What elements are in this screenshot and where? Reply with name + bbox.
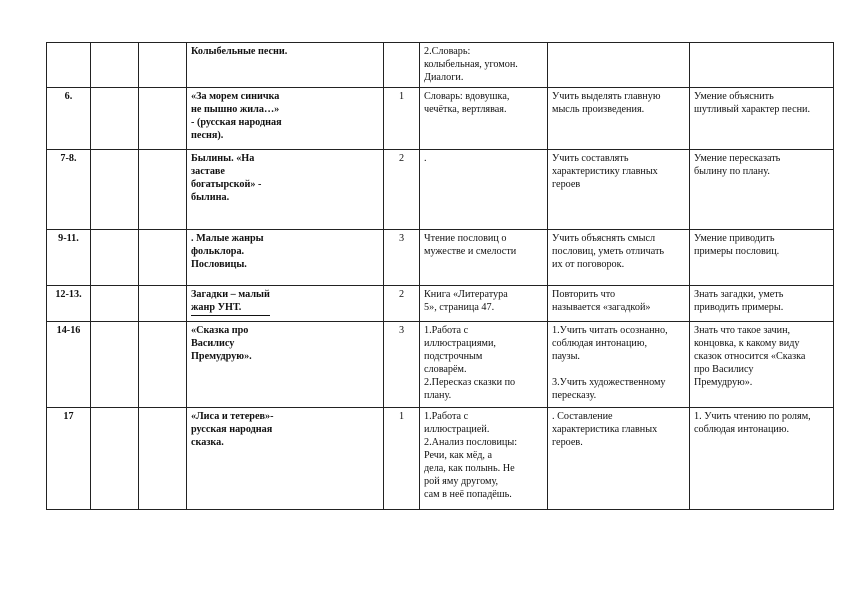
empty-cell (139, 43, 187, 88)
result-line: 1. Учить чтению по ролям, (694, 411, 811, 422)
hours-cell (384, 150, 420, 230)
lesson-topic-cell (187, 88, 384, 150)
topic-line: сказка. (191, 437, 224, 448)
topic-line: песня). (191, 130, 224, 141)
lesson-topic-cell (187, 286, 384, 322)
result-line: Умение объяснить (694, 91, 774, 102)
lesson-content-cell (420, 150, 548, 230)
table-row (47, 88, 834, 150)
lesson-number-cell (47, 408, 91, 510)
result-line: Умение пересказать (694, 153, 781, 164)
content-line: сам в неё попадёшь. (424, 489, 512, 500)
empty-cell (139, 230, 187, 286)
lesson-result-cell (690, 150, 834, 230)
table-row (47, 230, 834, 286)
empty-cell (139, 150, 187, 230)
goal-line: пересказу. (552, 390, 597, 401)
content-line: Словарь: вдовушка, (424, 91, 510, 102)
result-line: Знать что такое зачин, (694, 325, 791, 336)
lesson-number: 12-13. (55, 289, 82, 300)
result-line: про Василису (694, 364, 754, 375)
content-line: колыбельная, угомон. (424, 59, 518, 70)
hours-value: 3 (398, 325, 405, 336)
goal-line (552, 363, 685, 376)
lesson-number-cell (47, 88, 91, 150)
empty-cell (139, 322, 187, 408)
content-line: рой яму другому, (424, 476, 499, 487)
empty-cell (139, 88, 187, 150)
content-line: мужестве и смелости (424, 246, 517, 257)
topic-line: фольклора. (191, 246, 245, 257)
lesson-plan-table (46, 42, 834, 510)
content-line: 5», страница 47. (424, 302, 495, 313)
hours-value: 3 (398, 233, 405, 244)
table-row (47, 150, 834, 230)
lesson-content-cell (420, 230, 548, 286)
lesson-result-cell (690, 286, 834, 322)
lesson-goal-cell (548, 43, 690, 88)
goal-line: называется «загадкой» (552, 302, 651, 313)
lesson-content-cell (420, 286, 548, 322)
hours-cell (384, 408, 420, 510)
underlined-topic (191, 288, 270, 316)
lesson-result-cell (690, 43, 834, 88)
hours-cell (384, 286, 420, 322)
result-line: шутливый характер песни. (694, 104, 811, 115)
content-line: дела, как полынь. Не (424, 463, 515, 474)
table-row (47, 322, 834, 408)
topic-line: Загадки – малый (191, 289, 270, 300)
content-line: 2.Словарь: (424, 46, 471, 57)
lesson-number-cell (47, 230, 91, 286)
goal-line: героев (552, 179, 581, 190)
hours-cell (384, 230, 420, 286)
table-row (47, 43, 834, 88)
lesson-goal-cell (548, 230, 690, 286)
topic-line: богатырской» - (191, 179, 262, 190)
hours-value: 1 (398, 411, 405, 422)
topic-line: «Сказка про (191, 325, 249, 336)
empty-cell (91, 408, 139, 510)
goal-line: пословиц, уметь отличать (552, 246, 665, 257)
result-line: Премудрую». (694, 377, 753, 388)
topic-line: Василису (191, 338, 235, 349)
goal-line: Учить объяснять смысл (552, 233, 656, 244)
hours-cell (384, 88, 420, 150)
content-line: Диалоги. (424, 72, 464, 83)
goal-line: Учить составлять (552, 153, 629, 164)
topic-line: Премудрую». (191, 351, 252, 362)
result-line: былину по плану. (694, 166, 770, 177)
content-line: Книга «Литература (424, 289, 508, 300)
content-line: 2.Анализ пословицы: (424, 437, 518, 448)
lesson-number-cell (47, 43, 91, 88)
goal-line: соблюдая интонацию, (552, 338, 648, 349)
content-line: 1.Работа с (424, 411, 469, 422)
lesson-goal-cell (548, 322, 690, 408)
goal-line: характеристика главных (552, 424, 658, 435)
empty-cell (91, 88, 139, 150)
empty-cell (91, 286, 139, 322)
goal-line: 1.Учить читать осознанно, (552, 325, 668, 336)
topic-line: заставе (191, 166, 225, 177)
lesson-number: 14-16 (56, 325, 81, 336)
goal-line: Учить выделять главную (552, 91, 661, 102)
lesson-topic-cell (187, 408, 384, 510)
goal-line: паузы. (552, 351, 580, 362)
topic-line: «За морем синичка (191, 91, 280, 102)
empty-cell (139, 286, 187, 322)
lesson-number: 6. (64, 91, 73, 102)
lesson-content-cell (420, 322, 548, 408)
result-line: приводить примеры. (694, 302, 784, 313)
content-line: . (424, 153, 427, 164)
content-line: Чтение пословиц о (424, 233, 507, 244)
goal-line: героев. (552, 437, 583, 448)
hours-value: 2 (398, 289, 405, 300)
topic-line: не пышно жила…» (191, 104, 280, 115)
lesson-result-cell (690, 322, 834, 408)
topic-line: «Лиса и тетерев»- (191, 411, 274, 422)
goal-line: их от поговорок. (552, 259, 625, 270)
empty-cell (91, 322, 139, 408)
topic-line: жанр УНТ. (191, 302, 242, 313)
table-row (47, 408, 834, 510)
lesson-number-cell (47, 322, 91, 408)
hours-value: 1 (398, 91, 405, 102)
content-line: чечётка, вертлявая. (424, 104, 507, 115)
empty-cell (91, 43, 139, 88)
lesson-topic-cell (187, 150, 384, 230)
topic-line: русская народная (191, 424, 273, 435)
lesson-goal-cell (548, 150, 690, 230)
topic-line: Былины. «На (191, 153, 255, 164)
lesson-content-cell (420, 88, 548, 150)
hours-cell (384, 43, 420, 88)
lesson-number: 9-11. (58, 233, 79, 244)
lesson-number: 7-8. (60, 153, 77, 164)
lesson-number-cell (47, 150, 91, 230)
empty-cell (139, 408, 187, 510)
lesson-content-cell (420, 43, 548, 88)
result-line: Умение приводить (694, 233, 775, 244)
result-line: Знать загадки, уметь (694, 289, 784, 300)
result-line: концовка, к какому виду (694, 338, 800, 349)
content-line: иллюстрациями, (424, 338, 496, 349)
result-line: примеры пословиц. (694, 246, 780, 257)
result-line: сказок относится «Сказка (694, 351, 806, 362)
empty-cell (91, 150, 139, 230)
topic-line: Колыбельные песни. (191, 46, 288, 57)
lesson-goal-cell (548, 286, 690, 322)
lesson-result-cell (690, 88, 834, 150)
goal-line: мысль произведения. (552, 104, 645, 115)
content-line: плану. (424, 390, 452, 401)
lesson-result-cell (690, 408, 834, 510)
content-line: иллюстрацией. (424, 424, 490, 435)
topic-line: былина. (191, 192, 230, 203)
lesson-number: 17 (63, 411, 74, 422)
goal-line: характеристику главных (552, 166, 658, 177)
content-line: 2.Пересказ сказки по (424, 377, 516, 388)
result-line: соблюдая интонацию. (694, 424, 790, 435)
topic-line: Пословицы. (191, 259, 247, 270)
goal-line: 3.Учить художественному (552, 377, 666, 388)
hours-value: 2 (398, 153, 405, 164)
topic-line: - (русская народная (191, 117, 282, 128)
lesson-topic-cell (187, 43, 384, 88)
content-line: подстрочным (424, 351, 483, 362)
empty-cell (91, 230, 139, 286)
content-line: 1.Работа с (424, 325, 469, 336)
goal-line: Повторить что (552, 289, 616, 300)
lesson-result-cell (690, 230, 834, 286)
lesson-topic-cell (187, 230, 384, 286)
content-line: словарём. (424, 364, 467, 375)
content-line: Речи, как мёд, а (424, 450, 493, 461)
hours-cell (384, 322, 420, 408)
lesson-content-cell (420, 408, 548, 510)
topic-line: . Малые жанры (191, 233, 264, 244)
lesson-goal-cell (548, 408, 690, 510)
lesson-number-cell (47, 286, 91, 322)
table-row (47, 286, 834, 322)
lesson-topic-cell (187, 322, 384, 408)
goal-line: . Составление (552, 411, 613, 422)
lesson-goal-cell (548, 88, 690, 150)
